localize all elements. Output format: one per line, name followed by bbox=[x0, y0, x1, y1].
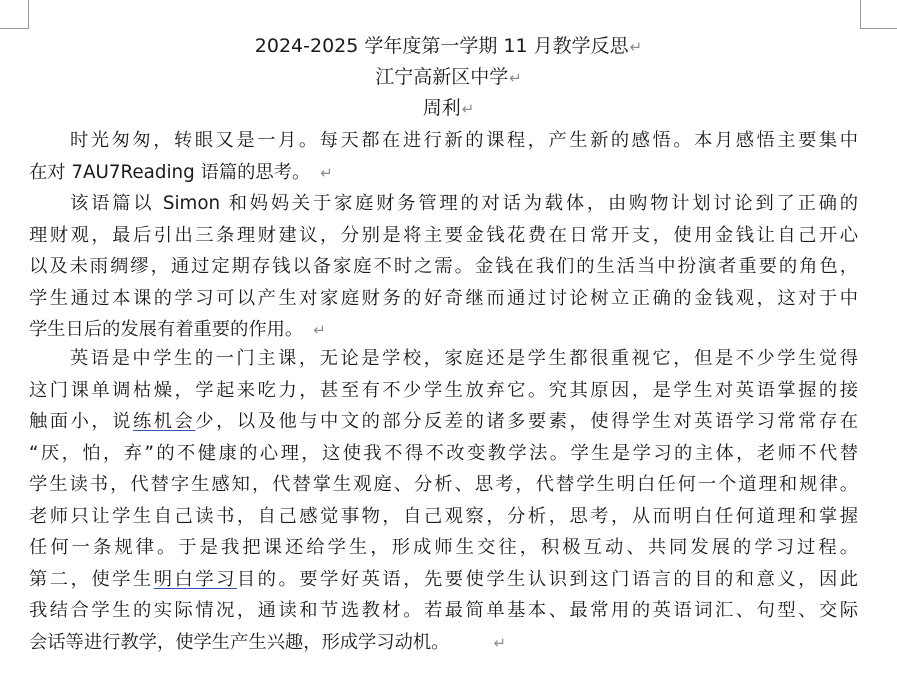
paragraph-mark-icon: ↵ bbox=[313, 321, 326, 339]
paragraph-mark-icon: ↵ bbox=[493, 633, 507, 652]
paragraph-line: 理财观，最后引出三条理财建议，分别是将主要金钱花费在日常开支，使用金钱让自己开心 bbox=[29, 224, 858, 246]
paragraph-line bbox=[29, 314, 858, 346]
school-name-text: 江宁高新区中学 bbox=[375, 66, 509, 88]
paragraph-mark-icon: ↵ bbox=[509, 69, 522, 87]
paragraph-2 bbox=[29, 188, 858, 346]
proofing-underline: 明白学习 bbox=[153, 568, 237, 590]
author-name-text: 周利 bbox=[422, 97, 461, 119]
paragraph-line: 第二，使学生明白学习目的。要学好英语，先要使学生认识到这门语言的目的和意义，因此 bbox=[29, 568, 859, 590]
author-name bbox=[0, 96, 897, 121]
paragraph-line: “厌，怕，弃”的不健康的心理，这使我不得不改变教学法。学生是学习的主体，老师不代替 bbox=[29, 442, 858, 464]
paragraph-line: 这门课单调枯燥，学起来吃力，甚至有不少学生放弃它。究其原因，是学生对英语掌握的接 bbox=[29, 379, 858, 401]
document-title-text: 2024-2025 学年度第一学期 11 月教学反思 bbox=[254, 35, 629, 57]
paragraph-line: 学生通过本课的学习可以产生对家庭财务的好奇继而通过讨论树立正确的金钱观，这对于中 bbox=[29, 287, 858, 309]
paragraph-line: 我结合学生的实际情况，通读和节选教材。若最简单基本、最常用的英语词汇、句型、交际 bbox=[29, 600, 858, 621]
page-corner-mark-top-right bbox=[860, 0, 897, 29]
paragraph-line-text: 会话等进行教学，使学生产生兴趣，形成学习动机。 bbox=[29, 631, 450, 653]
paragraph-mark-icon: ↵ bbox=[629, 38, 643, 56]
paragraph-line bbox=[29, 627, 858, 659]
paragraph-line: 触面小，说练机会少，以及他与中文的部分反差的诸多要素，使得学生对英语学习常常存在 bbox=[29, 411, 859, 432]
paragraph-line bbox=[29, 157, 858, 189]
page-corner-mark-top-left bbox=[0, 0, 29, 29]
paragraph-mark-icon: ↵ bbox=[320, 163, 333, 182]
paragraph-line: 英语是中学生的一门主课，无论是学校，家庭还是学生都很重视它，但是不少学生觉得 bbox=[70, 348, 858, 369]
paragraph-mark-icon: ↵ bbox=[461, 100, 475, 118]
paragraph-line: 以及未雨绸缪，通过定期存钱以备家庭不时之需。金钱在我们的生活当中扮演者重要的角色， bbox=[29, 256, 858, 277]
paragraph-line: 老师只让学生自己读书，自己感觉事物，自己观察，分析，思考，从而明白任何道理和掌握 bbox=[29, 505, 858, 527]
school-name bbox=[0, 65, 897, 90]
paragraph-line: 时光匆匆，转眼又是一月。每天都在进行新的课程，产生新的感悟。本月感悟主要集中 bbox=[70, 130, 858, 151]
paragraph-line: 学生读书，代替字生感知，代替掌生观庭、分析、思考，代替学生明白任何一个道理和规律。 bbox=[29, 474, 858, 495]
paragraph-line-text: 学生日后的发展有着重要的作用。 bbox=[29, 319, 304, 340]
paragraph-1 bbox=[29, 125, 858, 188]
paragraph-3 bbox=[29, 343, 858, 658]
paragraph-line-text: 在对 7AU7Reading 语篇的思考。 bbox=[29, 161, 311, 183]
paragraph-line: 该语篇以 Simon 和妈妈关于家庭财务管理的对话为载体，由购物计划讨论到了正确的 bbox=[70, 193, 858, 214]
proofing-underline: 练机会 bbox=[132, 411, 196, 432]
document-title bbox=[0, 34, 897, 59]
paragraph-line: 任何一条规律。于是我把课还给学生，形成师生交往，积极互动、共同发展的学习过程。 bbox=[29, 537, 858, 558]
